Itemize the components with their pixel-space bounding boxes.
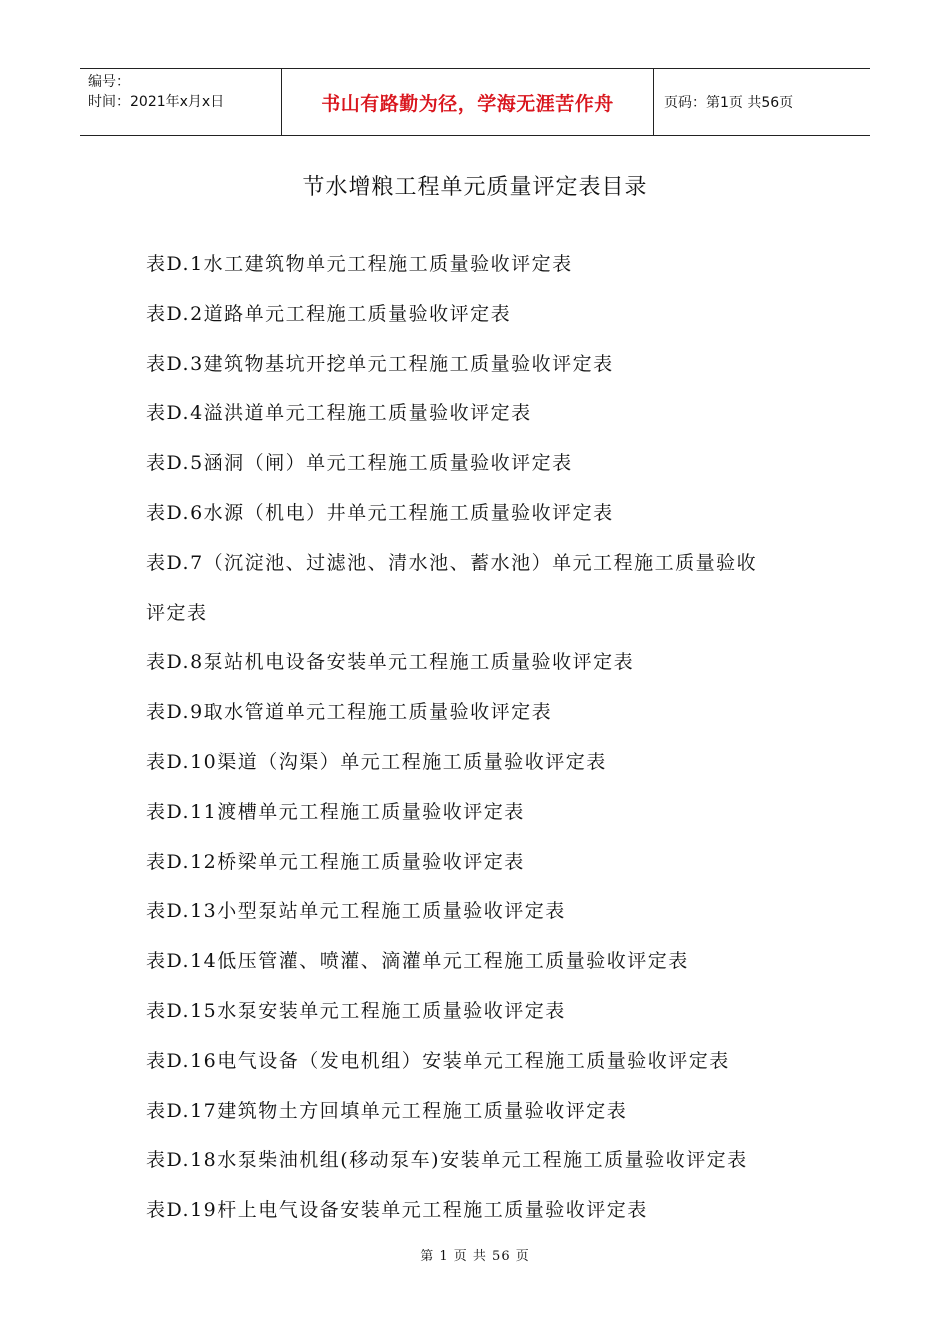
toc-item[interactable]: 表D.14低压管灌、喷灌、滴灌单元工程施工质量验收评定表 bbox=[146, 950, 689, 973]
page-header bbox=[80, 68, 870, 136]
table-of-contents bbox=[146, 240, 826, 1236]
document-number-label: 编号： bbox=[88, 74, 130, 90]
toc-item[interactable]: 表D.1水工建筑物单元工程施工质量验收评定表 bbox=[146, 253, 573, 275]
toc-item[interactable]: 表D.18水泵柴油机组(移动泵车)安装单元工程施工质量验收评定表 bbox=[146, 1149, 748, 1172]
document-date-label: 时间：2021年x月x日 bbox=[88, 94, 225, 110]
toc-item[interactable]: 表D.7（沉淀池、过滤池、清水池、蓄水池）单元工程施工质量验收 bbox=[146, 551, 758, 574]
header-meta-cell bbox=[80, 69, 282, 135]
toc-item[interactable]: 表D.4溢洪道单元工程施工质量验收评定表 bbox=[146, 402, 532, 425]
toc-item[interactable]: 表D.10渠道（沟渠）单元工程施工质量验收评定表 bbox=[146, 750, 607, 773]
toc-item[interactable]: 表D.9取水管道单元工程施工质量验收评定表 bbox=[146, 701, 553, 724]
toc-item-continuation[interactable]: 评定表 bbox=[146, 601, 208, 624]
header-page-info: 页码：第1页 共56页 bbox=[664, 95, 794, 111]
toc-item[interactable]: 表D.5涵洞（闸）单元工程施工质量验收评定表 bbox=[146, 452, 573, 475]
toc-item[interactable]: 表D.12桥梁单元工程施工质量验收评定表 bbox=[146, 850, 525, 873]
page-footer: 第 1 页 共 56 页 bbox=[420, 1249, 530, 1264]
toc-item[interactable]: 表D.3建筑物基坑开挖单元工程施工质量验收评定表 bbox=[146, 352, 614, 375]
toc-item[interactable]: 表D.17建筑物土方回填单元工程施工质量验收评定表 bbox=[146, 1099, 628, 1122]
header-motto: 书山有路勤为径，学海无涯苦作舟 bbox=[282, 69, 654, 135]
toc-item[interactable]: 表D.15水泵安装单元工程施工质量验收评定表 bbox=[146, 999, 566, 1022]
toc-item[interactable]: 表D.19杆上电气设备安装单元工程施工质量验收评定表 bbox=[146, 1199, 648, 1222]
toc-item[interactable]: 表D.6水源（机电）井单元工程施工质量验收评定表 bbox=[146, 501, 614, 524]
toc-item[interactable]: 表D.2道路单元工程施工质量验收评定表 bbox=[146, 302, 512, 325]
toc-item[interactable]: 表D.8泵站机电设备安装单元工程施工质量验收评定表 bbox=[146, 651, 635, 674]
toc-item[interactable]: 表D.11渡槽单元工程施工质量验收评定表 bbox=[146, 800, 525, 823]
document-title: 节水增粮工程单元质量评定表目录 bbox=[302, 175, 648, 200]
toc-item[interactable]: 表D.16电气设备（发电机组）安装单元工程施工质量验收评定表 bbox=[146, 1049, 730, 1072]
toc-item[interactable]: 表D.13小型泵站单元工程施工质量验收评定表 bbox=[146, 900, 566, 923]
